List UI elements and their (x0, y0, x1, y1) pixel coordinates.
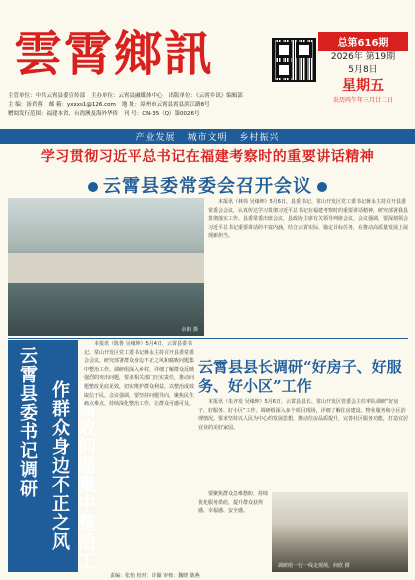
info-item: 刊 号：CN-35（Q）第0026号 (124, 111, 200, 117)
article-body: 本报讯（朱齐发 吴缘坤）5月6日，云霄县县长、常山开发区管委会主任率队调研“好房子、好服务、好小区”工作。调研组深入多个项目现场，详细了解住房建设、物业服务和小区治理情况。要求坚持以人民为中心的发展思想，推动住房品质提升，完善社区服务功能，打造宜居宜业的美好家园。 (198, 399, 408, 431)
info-item: 主 编：汤君蓉 (8, 102, 43, 108)
headline-secondary (0, 172, 415, 198)
issue-lunar: 农历丙午年三月廿二日 (332, 97, 393, 104)
qr-code-icon (272, 38, 316, 82)
issue-weekday: 星期五 (342, 78, 384, 94)
info-item: 赠阅发行范围：福建本省，台湾澳及海外华侨 (8, 111, 119, 117)
article-body: 本报讯（林伟 吴缘坤）5月6日，县委书记、常山开发区党工委书记蒋永主持召开县委常委会会议，认真传达学习贯彻习近平总书记在福建考察时的重要讲话精神，研究部署我县贯彻落实工作。县委常委出席会议，县政协主席有关领导列席会议。会议强调，要深刻领会习近平总书记重要讲话的丰富内涵，结合云霄实际，锚定目标任务，在推动高质量发展上展现新担当。 (208, 199, 408, 240)
info-row (8, 101, 318, 110)
publisher-info (8, 92, 318, 119)
masthead-title: 雲霄鄉訊 (14, 26, 215, 82)
headline-tertiary: 云霄县县长调研“好房子、好服务、好小区”工作 (198, 358, 402, 395)
vertical-headline-block (8, 340, 96, 572)
info-item: 邮 箱：yxxxs1@126.com (48, 102, 116, 108)
divider (8, 338, 408, 339)
dot-icon (88, 182, 98, 192)
banner-item: 产业发展 (135, 133, 176, 143)
issue-total: 总第616期 (318, 32, 408, 51)
info-row (8, 92, 318, 101)
meeting-photo (8, 198, 204, 336)
editor-credits: 责编：张怡 校对：许颖 审核：魏晓 陈燕 (110, 573, 200, 579)
vertical-headline-line2: 和腐败问题集中整治工作群众身边不正之风 (49, 380, 96, 570)
headline-secondary-text: 云霄县委常委会召开会议 (103, 176, 312, 197)
issue-date: 5月8日 (348, 65, 378, 75)
banner-item: 城市文明 (187, 133, 228, 143)
info-item: 主办单位：云霄县融媒体中心 (91, 93, 163, 99)
qr-finder-icon (276, 42, 292, 58)
banner-item: 乡村振兴 (239, 133, 280, 143)
meeting-table-shape (8, 253, 204, 283)
info-item: 主管单位：中共云霄县委宣传部 (8, 93, 86, 99)
inspection-photo (272, 492, 408, 572)
article-body: 本报讯（陈鲁 吴缘坤）5月4日，云霄县委书记、常山开发区党工委书记蒋永主持召开县委常委会会议，研究部署群众身边不正之风和腐败问题集中整治工作。调研组深入乡村，详细了解群众反映强烈的突出问题，要求相关部门压实责任，推动问题整改见底见效，切实维护群众利益，以整治成效取信于民。会议强调，要坚持问题导向，聚焦民生痛点难点，持续深化整治工作，让群众可感可及。 (84, 341, 194, 408)
info-item: 出版单位：《云霄乡讯》编辑部 (168, 93, 243, 99)
section-banner (0, 129, 415, 144)
headline-main: 学习贯彻习近平总书记在福建考察时的重要讲话精神 (40, 149, 375, 165)
info-item: 地 址：漳州市云霄县霄县滨江路8号 (121, 102, 210, 108)
vertical-headline-line1: 云霄县委书记调研 (17, 346, 38, 498)
qr-finder-icon (296, 42, 312, 58)
issue-year: 2026年 第19期 (330, 52, 396, 62)
qr-finder-icon (276, 62, 292, 78)
article-body: 要聚焦群众急难愁盼，持续优化服务供给，提升群众获得感、幸福感、安全感。 (198, 491, 268, 515)
photo-caption: 调研组一行一线走现场。何欣 摄 (278, 563, 350, 569)
photo-caption: 余祖 摄 (181, 327, 198, 333)
issue-box (318, 32, 408, 104)
dot-icon (317, 182, 327, 192)
info-row (8, 110, 318, 119)
